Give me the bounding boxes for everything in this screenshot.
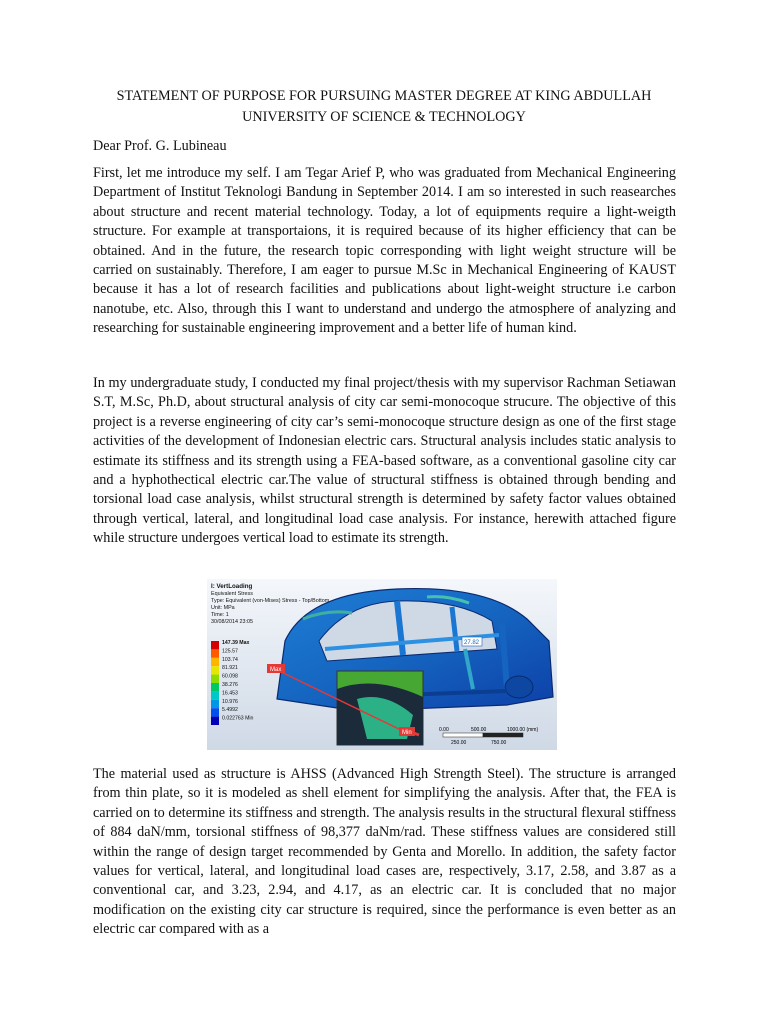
legend-swatch <box>211 691 219 699</box>
legend-swatch <box>211 658 219 666</box>
legend-label: 10.976 <box>222 698 238 705</box>
paragraph-introduction: First, let me introduce my self. I am Tegar Arief P, who was graduated from Mechanical Engineering Department of Institut Teknologi Bandung in September 2014. I am so interested in such reasearches about structure and recent material technology. Today, a lot of equipments require a light-weigth structure. For example at transportaions, it is required because of its higher efficiency that can be obtained. And in the future, the research topic corresponding with light weight structure will be carried on sustainably. Therefore, I am eager to pursue M.Sc in Mechanical Engineering of KAUST because it has a lot of research facilities and publications about light-weight structure i.e carbon nanotube, etc. Also, through this I want to understand and undergo the atmosphere of analyzing and researching for sustainable engineering improvement and a better life of human kind. <box>93 165 676 337</box>
legend-label: 38.276 <box>222 682 238 688</box>
legend-swatch <box>211 717 219 725</box>
legend-swatch <box>211 700 219 708</box>
document-title: STATEMENT OF PURPOSE FOR PURSUING MASTER DEGREE AT KING ABDULLAH UNIVERSITY OF SCIENCE & TECHNOLOGY <box>116 88 652 125</box>
unit-label: Unit: MPa <box>211 605 235 611</box>
legend-swatch <box>211 641 219 649</box>
result-type: Equivalent Stress <box>211 591 253 597</box>
legend-label: 5.4992 <box>222 707 238 714</box>
analysis-name: I: VertLoading <box>211 583 253 590</box>
scale-label-0: 0.00 <box>439 727 449 733</box>
legend-swatch <box>211 708 219 716</box>
scale-label-750: 750.00 <box>491 740 507 746</box>
legend-swatch <box>211 666 219 674</box>
scale-label-250: 250.00 <box>451 740 467 746</box>
legend-label: 0.022763 Min <box>222 715 254 722</box>
legend-swatch <box>211 675 219 683</box>
scale-label-1000: 1000.00 (mm) <box>507 727 539 733</box>
probe-marker-label: 27.82 <box>464 640 480 646</box>
stress-type: Type: Equivalent (von-Mises) Stress - Top/Bottom <box>211 598 330 604</box>
legend-label: 103.74 <box>222 656 238 663</box>
fea-stress-figure <box>207 579 557 750</box>
scale-label-500: 500.00 <box>471 727 487 733</box>
min-marker-label: Min <box>402 730 412 736</box>
legend-swatch <box>211 649 219 657</box>
paragraph-material-results: The material used as structure is AHSS (Advanced High Strength Steel). The structure is arranged from thin plate, so it is modeled as shell element for simplifying the analysis. After that, the FEA is carried on to determine its stiffness and strength. The analysis results in the structural flexural stiffness of 884 daN/mm, torsional stiffness of 98,377 daNm/rad. These stiffness values are considered still within the range of design target recommended by Genta and Morello. In addition, the safety factor values for vertical, lateral, and longitudinal load cases are, respectively, 3.17, 2.58, and 3.87 as a conventional car, and 3.23, 2.94, and 4.17, as an electric car. It is concluded that no major modification on the existing city car structure is required, since the performance is even better as an electric car compared with as a <box>93 766 676 938</box>
time-label: Time: 1 <box>211 612 229 618</box>
legend-label: 81.921 <box>222 665 238 672</box>
legend-label: 16.453 <box>222 690 238 697</box>
legend-swatch <box>211 683 219 691</box>
legend-label: 60.098 <box>222 673 238 680</box>
max-marker-label: Max <box>270 667 282 673</box>
date-label: 30/08/2014 23:05 <box>211 619 253 625</box>
legend-label: 147.39 Max <box>222 640 250 646</box>
fea-stress-plot <box>207 579 557 750</box>
salutation: Dear Prof. G. Lubineau <box>93 138 227 154</box>
legend-label: 125.57 <box>222 648 238 655</box>
paragraph-undergraduate-study: In my undergraduate study, I conducted my final project/thesis with my supervisor Rachman Setiawan S.T, M.Sc, Ph.D, about structural analysis of city car semi-monocoque strucure. The objective of this project is a reverse engineering of city car’s semi-monocoque structure design as one of the first stage activities of the development of Indonesian electric cars. Structural analysis includes static analysis to estimate its stiffness and its strength using a FEA-based software, as a conventional gasoline city car and a hyphothectical electric car.The value of structural stiffness is obtained through bending and torsional load case analysis, whilst structural strength is determined by safety factor values obtained through vertical, lateral, and longitudinal load case analysis. For instance, herewith attached figure while structure undergoes vertical load to estimate its strength. <box>93 375 676 547</box>
